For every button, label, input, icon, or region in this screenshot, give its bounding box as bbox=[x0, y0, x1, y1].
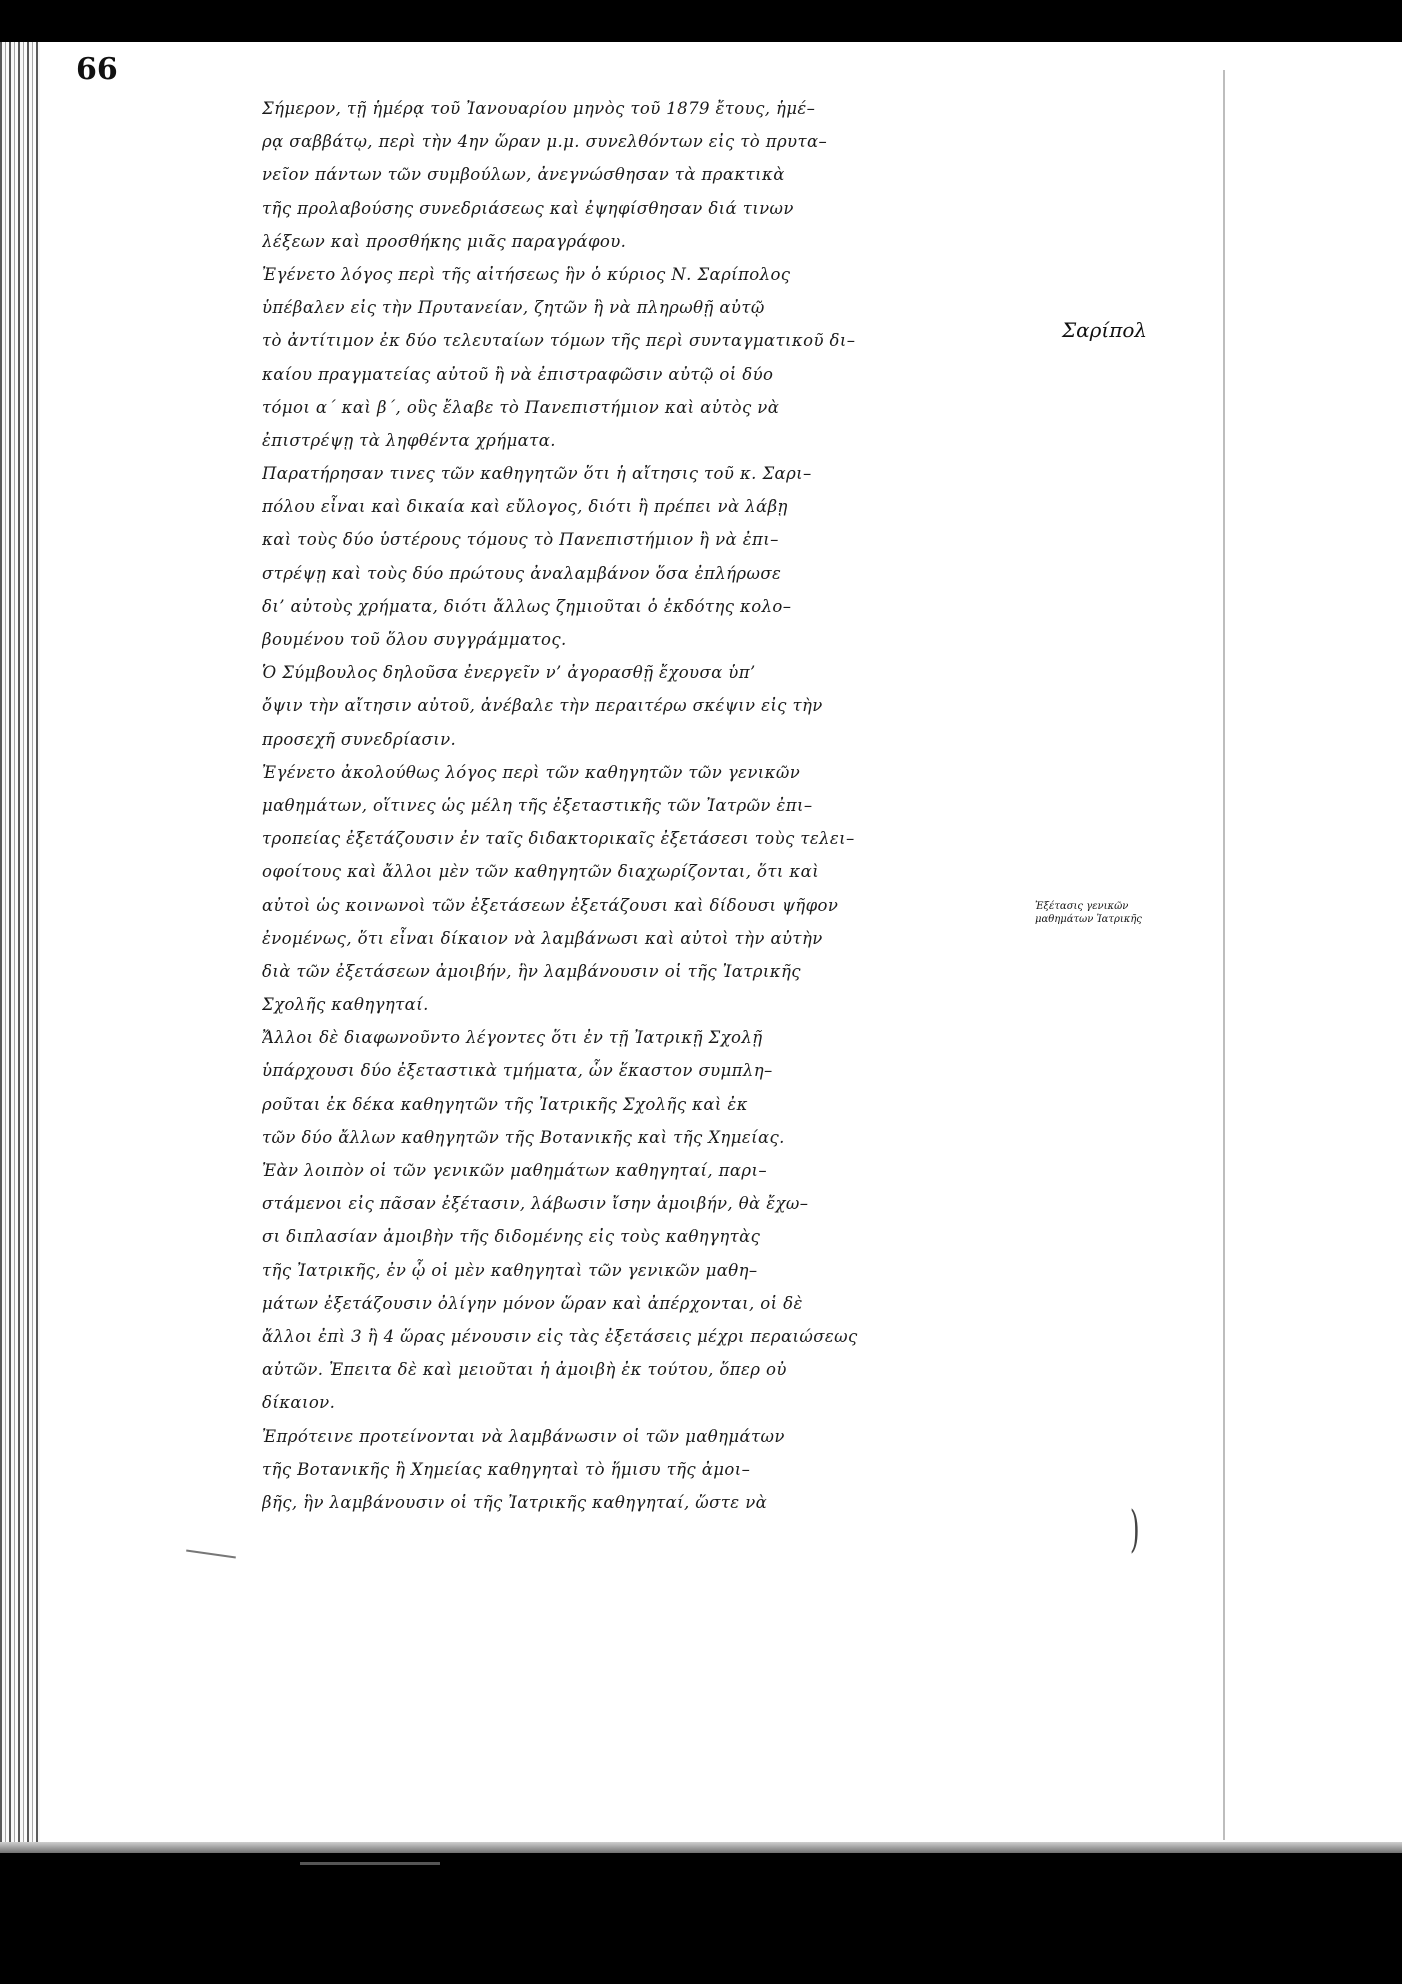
scan-top-border bbox=[0, 0, 1402, 42]
manuscript-line: προσεχῆ συνεδρίασιν. bbox=[262, 729, 457, 749]
manuscript-line: πόλου εἶναι καὶ δικαία καὶ εὔλογος, διότι ἢ πρέπει νὰ λάβῃ bbox=[262, 497, 788, 517]
manuscript-line: Ὁ Σύμβουλος δηλοῦσα ἐνεργεῖν ν’ ἀγορασθῇ ἔχουσα ὑπ’ bbox=[262, 663, 756, 683]
manuscript-line: τόμοι α΄ καὶ β΄, οὓς ἔλαβε τὸ Πανεπιστήμιον καὶ αὐτὸς νὰ bbox=[262, 397, 780, 417]
manuscript-line: Ἐγένετο λόγος περὶ τῆς αἰτήσεως ἣν ὁ κύριος Ν. Σαρίπολος bbox=[262, 264, 791, 284]
manuscript-line: τῶν δύο ἄλλων καθηγητῶν τῆς Βοτανικῆς καὶ τῆς Χημείας. bbox=[262, 1127, 785, 1147]
manuscript-line: τροπείας ἐξετάζουσιν ἐν ταῖς διδακτορικαῖς ἐξετάσεσι τοὺς τελει– bbox=[262, 829, 855, 849]
manuscript-line: Ἄλλοι δὲ διαφωνοῦντο λέγοντες ὅτι ἐν τῇ Ἰατρικῇ Σχολῇ bbox=[262, 1028, 763, 1048]
manuscript-line: βῆς, ἣν λαμβάνουσιν οἱ τῆς Ἰατρικῆς καθηγηταί, ὥστε νὰ bbox=[262, 1492, 768, 1512]
manuscript-line: ροῦται ἐκ δέκα καθηγητῶν τῆς Ἰατρικῆς Σχολῆς καὶ ἐκ bbox=[262, 1094, 748, 1114]
manuscript-line: Σχολῆς καθηγηταί. bbox=[262, 995, 429, 1015]
manuscript-line: μαθημάτων, οἵτινες ὡς μέλη τῆς ἐξεταστικῆς τῶν Ἰατρῶν ἐπι– bbox=[262, 795, 813, 815]
page-number: 66 bbox=[76, 52, 118, 87]
manuscript-line: στρέψῃ καὶ τοὺς δύο πρώτους ἀναλαμβάνον ὅσα ἐπλήρωσε bbox=[262, 563, 782, 583]
manuscript-line: τῆς Ἰατρικῆς, ἐν ᾧ οἱ μὲν καθηγηταὶ τῶν γενικῶν μαθη– bbox=[262, 1260, 758, 1280]
manuscript-line: τῆς προλαβούσης συνεδριάσεως καὶ ἐψηφίσθησαν διά τινων bbox=[262, 198, 794, 218]
manuscript-line: βουμένου τοῦ ὅλου συγγράμματος. bbox=[262, 630, 567, 649]
manuscript-line: αὐτῶν. Ἐπειτα δὲ καὶ μειοῦται ἡ ἀμοιβὴ ἐκ τούτου, ὅπερ οὐ bbox=[262, 1360, 787, 1380]
margin-bracket-mark: ) bbox=[1129, 1500, 1140, 1558]
manuscript-line: στάμενοι εἰς πᾶσαν ἐξέτασιν, λάβωσιν ἴσην ἀμοιβήν, θὰ ἔχω– bbox=[262, 1194, 809, 1214]
manuscript-line: καὶ τοὺς δύο ὑστέρους τόμους τὸ Πανεπιστήμιον ἢ νὰ ἐπι– bbox=[262, 530, 779, 550]
manuscript-line: Ἐπρότεινε προτείνονται νὰ λαμβάνωσιν οἱ τῶν μαθημάτων bbox=[262, 1426, 785, 1446]
manuscript-line: Σήμερον, τῇ ἡμέρᾳ τοῦ Ἰανουαρίου μηνὸς τοῦ 1879 ἔτους, ἡμέ– bbox=[262, 99, 816, 118]
manuscript-line: δίκαιον. bbox=[262, 1393, 336, 1413]
scan-bottom-border bbox=[0, 1853, 1402, 1984]
page-right-rule bbox=[1223, 70, 1225, 1840]
manuscript-line: τὸ ἀντίτιμον ἐκ δύο τελευταίων τόμων τῆς περὶ συνταγματικοῦ δι– bbox=[262, 331, 856, 351]
manuscript-line: δι’ αὐτοὺς χρήματα, διότι ἄλλως ζημιοῦται ὁ ἐκδότης κολο– bbox=[262, 596, 792, 616]
manuscript-line: λέξεων καὶ προσθήκης μιᾶς παραγράφου. bbox=[262, 231, 627, 251]
manuscript-line: σι διπλασίαν ἀμοιβὴν τῆς διδομένης εἰς τοὺς καθηγητὰς bbox=[262, 1227, 761, 1247]
book-binding-edge bbox=[0, 42, 40, 1842]
manuscript-line: αὐτοὶ ὡς κοινωνοὶ τῶν ἐξετάσεων ἐξετάζουσι καὶ δίδουσι ψῆφον bbox=[262, 895, 839, 915]
manuscript-line: καίου πραγματείας αὐτοῦ ἢ νὰ ἐπιστραφῶσιν αὐτῷ οἱ δύο bbox=[262, 364, 774, 384]
manuscript-line: ἄλλοι ἐπὶ 3 ἢ 4 ὥρας μένουσιν εἰς τὰς ἐξετάσεις μέχρι περαιώσεως bbox=[262, 1326, 858, 1346]
manuscript-body bbox=[262, 92, 1052, 1519]
manuscript-line: μάτων ἐξετάζουσιν ὀλίγην μόνον ὥραν καὶ ἀπέρχονται, οἱ δὲ bbox=[262, 1293, 803, 1313]
manuscript-line: ἐπιστρέψῃ τὰ ληφθέντα χρήματα. bbox=[262, 430, 556, 450]
manuscript-line: ὄψιν τὴν αἴτησιν αὐτοῦ, ἀνέβαλε τὴν περαιτέρω σκέψιν εἰς τὴν bbox=[262, 696, 823, 716]
manuscript-line: ἐνομένως, ὅτι εἶναι δίκαιον νὰ λαμβάνωσι καὶ αὐτοὶ τὴν αὐτὴν bbox=[262, 928, 823, 948]
margin-note-name: Σαρίπολ bbox=[1062, 318, 1148, 342]
margin-note-exams: Ἐξέτασις γενικῶν μαθημάτων Ἰατρικῆς bbox=[1035, 901, 1142, 925]
manuscript-line: διὰ τῶν ἐξετάσεων ἀμοιβήν, ἣν λαμβάνουσιν οἱ τῆς Ἰατρικῆς bbox=[262, 961, 801, 981]
manuscript-line: Ἐὰν λοιπὸν οἱ τῶν γενικῶν μαθημάτων καθηγηταί, παρι– bbox=[262, 1161, 768, 1180]
scan-artifact bbox=[300, 1862, 440, 1865]
margin-scribble bbox=[186, 1550, 236, 1559]
manuscript-line: οφοίτους καὶ ἄλλοι μὲν τῶν καθηγητῶν διαχωρίζονται, ὅτι καὶ bbox=[262, 862, 820, 882]
manuscript-line: ὑπέβαλεν εἰς τὴν Πρυτανείαν, ζητῶν ἢ νὰ πληρωθῇ αὐτῷ bbox=[262, 298, 765, 318]
manuscript-line: ὑπάρχουσι δύο ἐξεταστικὰ τμήματα, ὧν ἕκαστον συμπλη– bbox=[262, 1061, 773, 1081]
manuscript-line: Παρατήρησαν τινες τῶν καθηγητῶν ὅτι ἡ αἴτησις τοῦ κ. Σαρι– bbox=[262, 464, 812, 484]
manuscript-line: τῆς Βοτανικῆς ἢ Χημείας καθηγηταὶ τὸ ἥμισυ τῆς ἀμοι– bbox=[262, 1459, 751, 1479]
manuscript-line: ρᾳ σαββάτῳ, περὶ τὴν 4ην ὥραν μ.μ. συνελθόντων εἰς τὸ πρυτα– bbox=[262, 132, 828, 152]
manuscript-line: νεῖον πάντων τῶν συμβούλων, ἀνεγνώσθησαν τὰ πρακτικὰ bbox=[262, 165, 785, 185]
manuscript-line: Ἐγένετο ἀκολούθως λόγος περὶ τῶν καθηγητῶν τῶν γενικῶν bbox=[262, 762, 801, 782]
